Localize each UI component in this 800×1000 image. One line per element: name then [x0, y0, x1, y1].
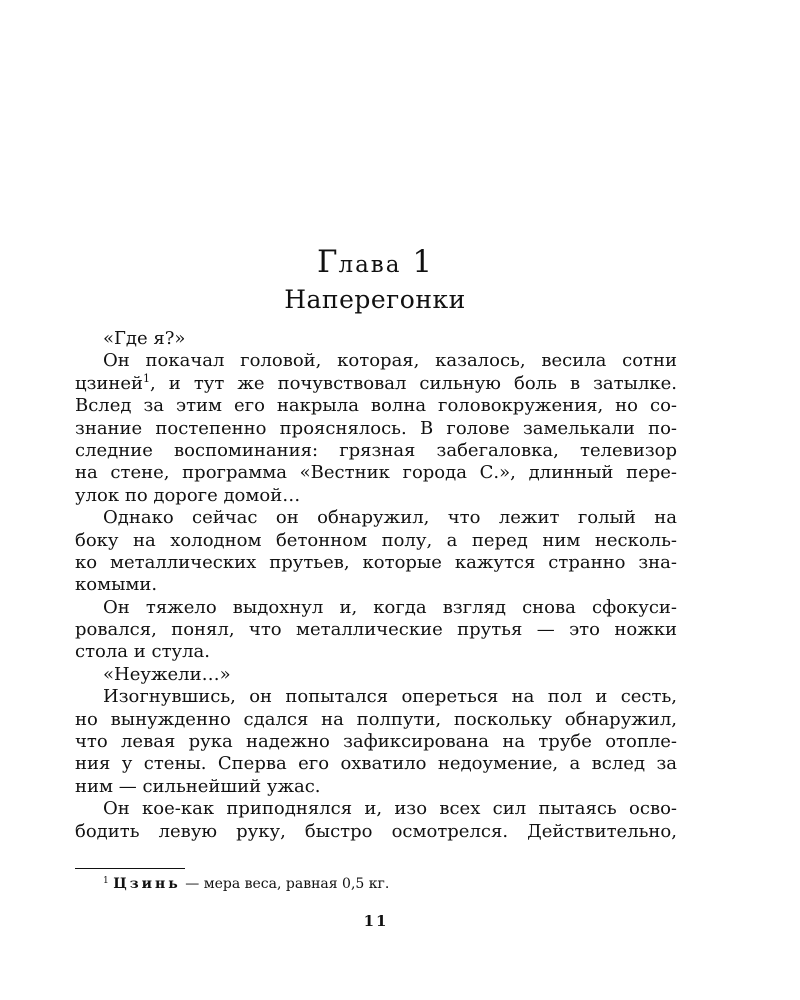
paragraph-line: на стене, программа «Вестник города С.», длинный пере-: [75, 462, 677, 484]
footnote-term: Цзинь: [113, 876, 181, 892]
paragraph-line: стола и стула.: [75, 641, 210, 663]
paragraph-line: что левая рука надежно зафиксирована на трубе отопле-: [75, 731, 677, 753]
footnote-divider: [75, 868, 185, 869]
footnote-marker: 1: [103, 876, 109, 886]
paragraph-line: Он тяжело выдохнул и, когда взгляд снова сфокуси-: [103, 596, 677, 618]
paragraph-line: Вслед за этим его накрыла волна головокружения, но со-: [75, 395, 677, 417]
line-continuation: , и тут же почувствовал сильную боль в затылке.: [150, 372, 677, 394]
paragraph-line: ко металлических прутьев, которые кажутся странно зна-: [75, 551, 677, 573]
chapter-label-rest: лава: [338, 252, 402, 278]
paragraph-line: «Неужели…»: [103, 663, 231, 685]
paragraph-line: знание постепенно прояснялось. В голове замелькали по-: [75, 417, 677, 439]
chapter-number: [75, 244, 675, 280]
paragraph-line: боку на холодном бетонном полу, а перед ним несколь-: [75, 529, 677, 551]
body-text: [75, 328, 677, 843]
page-number: 11: [363, 912, 389, 930]
chapter-digit: 1: [412, 244, 434, 280]
footnote-anchor-word: цзиней: [75, 372, 144, 394]
footnote: [103, 876, 389, 892]
paragraph-line: комыми.: [75, 574, 158, 596]
chapter-title: Наперегонки: [284, 285, 466, 314]
paragraph-line: бодить левую руку, быстро осмотрелся. Действительно,: [75, 820, 677, 842]
paragraph-line: Он кое-как приподнялся и, изо всех сил пытаясь осво-: [103, 798, 677, 820]
paragraph-line: улок по дороге домой…: [75, 484, 301, 506]
paragraph-line: ния у стены. Сперва его охватило недоумение, а вслед за: [75, 753, 677, 775]
paragraph-line: но вынужденно сдался на полпути, поскольку обнаружил,: [75, 708, 677, 730]
paragraph-line: [75, 373, 677, 395]
paragraph-line: Он покачал головой, которая, казалось, весила сотни: [103, 350, 677, 372]
paragraph-line: ним — сильнейший ужас.: [75, 775, 321, 797]
paragraph-line: следние воспоминания: грязная забегаловка, телевизор: [75, 439, 677, 461]
paragraph-line: «Где я?»: [103, 328, 186, 349]
paragraph-line: Изогнувшись, он попытался опереться на пол и сесть,: [103, 686, 677, 708]
paragraph-line: Однако сейчас он обнаружил, что лежит голый на: [103, 507, 677, 529]
footnote-text: — мера веса, равная 0,5 кг.: [180, 876, 390, 892]
footnote-reference[interactable]: 1: [143, 371, 151, 385]
paragraph-line: ровался, понял, что металлические прутья — это ножки: [75, 619, 677, 641]
chapter-label-initial: Г: [316, 244, 339, 280]
